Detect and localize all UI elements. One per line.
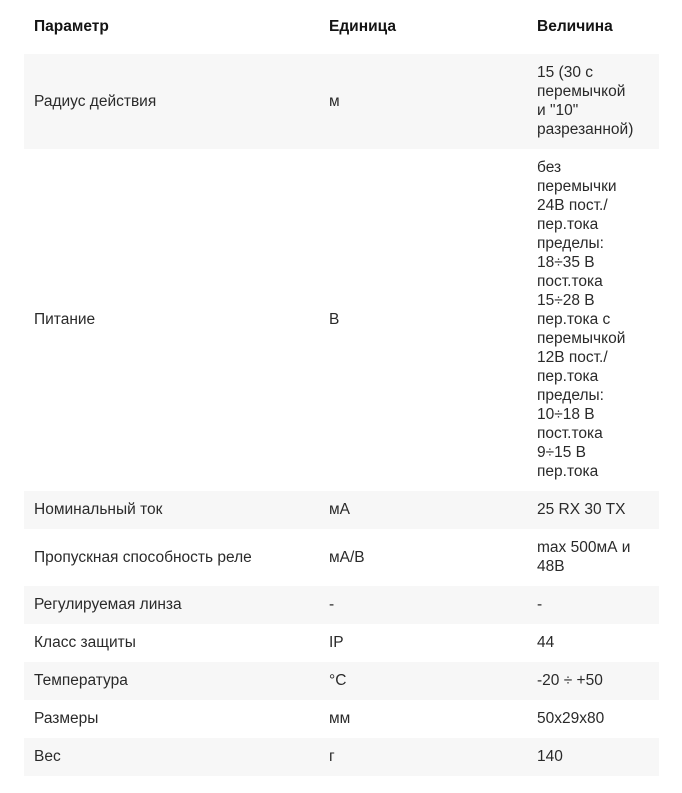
- table-row: [24, 54, 659, 149]
- cell-unit: м: [319, 54, 527, 149]
- cell-param: Пропускная способность реле: [34, 548, 252, 566]
- cell-param: Регулируемая линза: [24, 586, 319, 624]
- spec-table: [24, 0, 659, 776]
- table-row: [24, 662, 659, 700]
- cell-param: Вес: [24, 738, 319, 776]
- cell-value: -20 ÷ +50: [527, 662, 659, 700]
- table-header-row: [24, 0, 659, 54]
- cell-param: Номинальный ток: [24, 491, 319, 529]
- header-param: Параметр: [34, 18, 109, 35]
- cell-value: 44: [537, 634, 555, 651]
- header-value: Величина: [537, 18, 613, 35]
- cell-param: Питание: [34, 311, 96, 328]
- table-row: [24, 700, 659, 738]
- cell-value: max 500мА и 48В: [537, 539, 631, 575]
- cell-unit: °С: [319, 662, 527, 700]
- table-row: [24, 529, 659, 586]
- table-row: [24, 738, 659, 776]
- cell-param: Класс защиты: [34, 634, 136, 651]
- cell-unit: В: [329, 311, 340, 328]
- table-row: [24, 149, 659, 491]
- header-unit: Единица: [329, 18, 396, 35]
- cell-unit: мА/В: [329, 548, 365, 566]
- cell-param: Радиус действия: [24, 54, 319, 149]
- cell-value: 140: [527, 738, 659, 776]
- cell-unit: мм: [329, 710, 351, 727]
- cell-unit: -: [319, 586, 527, 624]
- cell-param: Размеры: [34, 710, 99, 727]
- cell-value: 50x29x80: [537, 710, 605, 727]
- cell-unit: мА: [319, 491, 527, 529]
- table-row: [24, 586, 659, 624]
- cell-unit: г: [319, 738, 527, 776]
- cell-value: 15 (30 с перемычкой и "10" разрезанной): [527, 54, 659, 149]
- cell-param: Температура: [24, 662, 319, 700]
- cell-unit: IP: [329, 634, 344, 651]
- cell-value: без перемычки 24В пост./ пер.тока пределы: 18÷35 В пост.тока 15÷28 В пер.тока с перемычкой 12В пост./ пер.тока пределы: 10÷18 В пост.тока 9÷15 В пер.тока: [537, 159, 626, 480]
- cell-value: 25 RX 30 TX: [527, 491, 659, 529]
- table-row: [24, 491, 659, 529]
- table-row: [24, 624, 659, 662]
- cell-value: -: [527, 586, 659, 624]
